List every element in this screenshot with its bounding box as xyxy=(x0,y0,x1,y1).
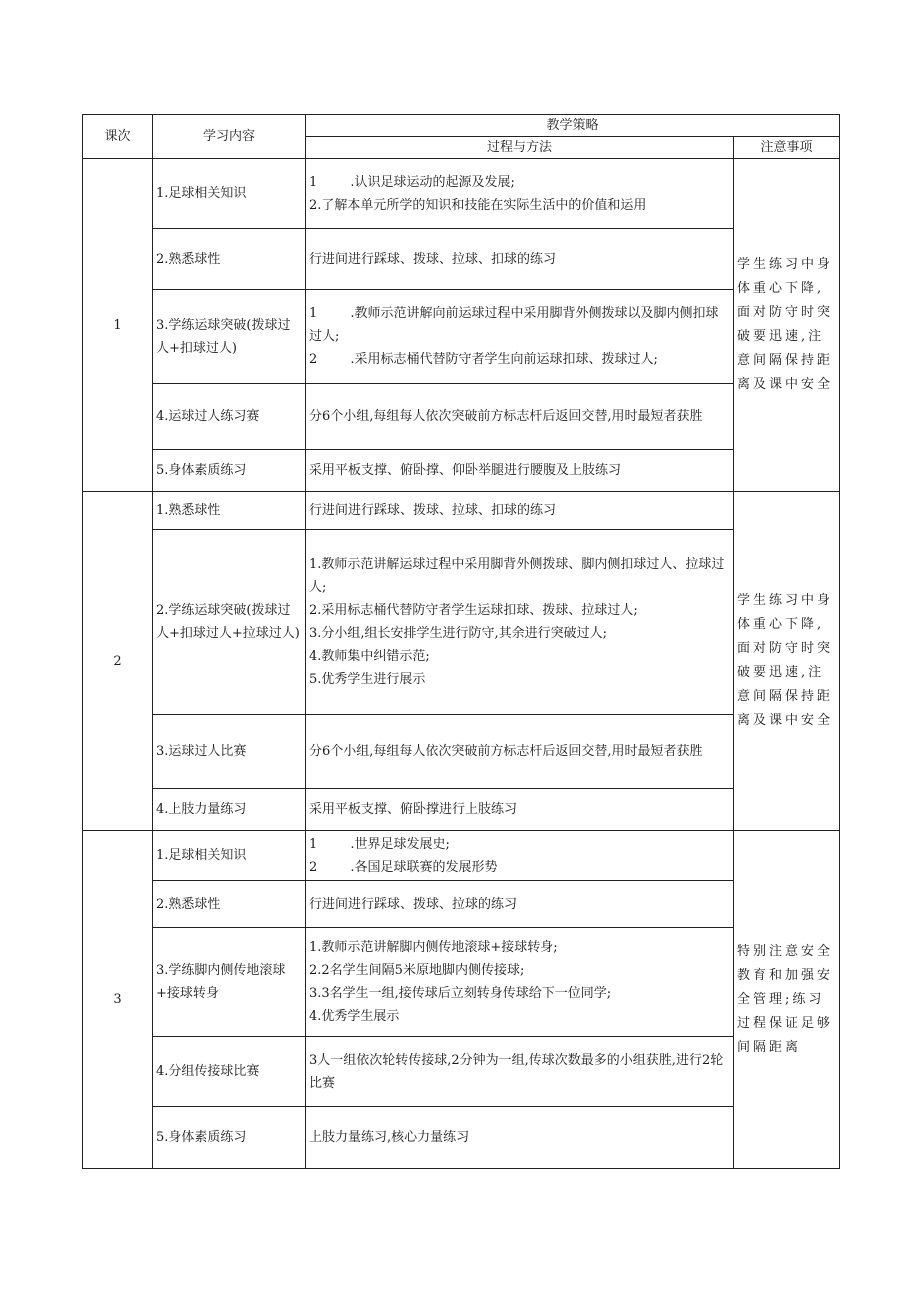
process-method xyxy=(306,789,734,831)
process-step: 采用平板支撑、俯卧撑进行上肢练习 xyxy=(309,802,518,817)
lesson-2-row xyxy=(83,492,840,530)
process-step: 上肢力量练习,核心力量练习 xyxy=(309,1130,470,1145)
learning-content: 1.足球相关知识 xyxy=(153,831,306,881)
learning-content: 4.运球过人练习赛 xyxy=(153,384,306,450)
lesson-number: 1 xyxy=(83,159,153,492)
learning-content: 2.熟悉球性 xyxy=(153,881,306,928)
process-step: 分6个小组,每组每人依次突破前方标志杆后返回交替,用时最短者获胜 xyxy=(309,409,703,424)
process-method xyxy=(306,290,734,384)
learning-content: 2.学练运球突破(拨球过人+扣球过人+拉球过人) xyxy=(153,530,306,715)
learning-content: 3.学练脚内侧传地滚球+接球转身 xyxy=(153,928,306,1037)
process-method xyxy=(306,1107,734,1169)
lesson-number: 2 xyxy=(83,492,153,831)
lesson-3-row xyxy=(83,928,840,1037)
lesson-2-row xyxy=(83,715,840,789)
learning-content: 4.分组传接球比赛 xyxy=(153,1037,306,1107)
process-method xyxy=(306,530,734,715)
process-method xyxy=(306,1037,734,1107)
safety-note: 学生练习中身体重心下降,面对防守时突破要迅速,注意间隔保持距离及课中安全 xyxy=(734,492,840,831)
process-step: 2 .采用标志桶代替防守者学生向前运球扣球、拨球过人; xyxy=(309,352,658,367)
lesson-1-row xyxy=(83,159,840,229)
process-method xyxy=(306,229,734,290)
process-method xyxy=(306,159,734,229)
header-strategy: 教学策略 xyxy=(306,115,840,137)
safety-note: 特别注意安全教育和加强安全管理;练习过程保证足够间隔距离 xyxy=(734,831,840,1169)
process-step: 1 .认识足球运动的起源及发展; xyxy=(309,174,515,190)
process-step: 2.采用标志桶代替防守者学生运球扣球、拨球、拉球过人; xyxy=(309,603,638,618)
process-step: 5.优秀学生进行展示 xyxy=(309,672,426,687)
process-method xyxy=(306,715,734,789)
learning-content: 1.足球相关知识 xyxy=(153,159,306,229)
lesson-2-row xyxy=(83,530,840,715)
header-notes: 注意事项 xyxy=(734,137,840,159)
process-step: 4.教师集中纠错示范; xyxy=(309,649,430,664)
lesson-1-row xyxy=(83,384,840,450)
process-step: 1.教师示范讲解运球过程中采用脚背外侧拨球、脚内侧扣球过人、拉球过人; xyxy=(309,557,725,595)
process-step: 行进间进行踩球、拨球、拉球的练习 xyxy=(309,896,518,912)
lesson-1-row xyxy=(83,229,840,290)
process-step: 1 .世界足球发展史; xyxy=(309,836,450,852)
teaching-plan-table xyxy=(82,114,840,1169)
lesson-1-row xyxy=(83,450,840,492)
process-step: 行进间进行踩球、拨球、拉球、扣球的练习 xyxy=(309,503,557,518)
process-step: 4.优秀学生展示 xyxy=(309,1009,400,1024)
process-step: 行进间进行踩球、拨球、拉球、扣球的练习 xyxy=(309,251,557,267)
process-step: 2 .各国足球联赛的发展形势 xyxy=(309,859,498,875)
process-method xyxy=(306,384,734,450)
header-lesson: 课次 xyxy=(83,115,153,159)
lesson-1-row xyxy=(83,290,840,384)
process-step: 2.2名学生间隔5米原地脚内侧传接球; xyxy=(309,963,525,978)
lesson-3-row xyxy=(83,1037,840,1107)
process-step: 分6个小组,每组每人依次突破前方标志杆后返回交替,用时最短者获胜 xyxy=(309,744,703,759)
process-step: 1.教师示范讲解脚内侧传地滚球+接球转身; xyxy=(309,940,558,955)
lesson-number: 3 xyxy=(83,831,153,1169)
learning-content: 2.熟悉球性 xyxy=(153,229,306,290)
lesson-3-row xyxy=(83,881,840,928)
safety-note: 学生练习中身体重心下降,面对防守时突破要迅速,注意间隔保持距离及课中安全 xyxy=(734,159,840,492)
process-method xyxy=(306,928,734,1037)
header-process: 过程与方法 xyxy=(306,137,734,159)
learning-content: 4.上肢力量练习 xyxy=(153,789,306,831)
learning-content: 5.身体素质练习 xyxy=(153,1107,306,1169)
process-step: 2.了解本单元所学的知识和技能在实际生活中的价值和运用 xyxy=(309,197,647,213)
process-step: 3人一组依次轮转传接球,2分钟为一组,传球次数最多的小组获胜,进行2轮比赛 xyxy=(309,1052,724,1091)
process-method xyxy=(306,881,734,928)
process-method xyxy=(306,492,734,530)
lesson-3-row xyxy=(83,831,840,881)
process-method xyxy=(306,450,734,492)
process-step: 3.分小组,组长安排学生进行防守,其余进行突破过人; xyxy=(309,626,608,641)
learning-content: 3.学练运球突破(拨球过人+扣球过人) xyxy=(153,290,306,384)
learning-content: 1.熟悉球性 xyxy=(153,492,306,530)
header-content: 学习内容 xyxy=(153,115,306,159)
lesson-3-row xyxy=(83,1107,840,1169)
process-step: 3.3名学生一组,接传球后立刻转身传球给下一位同学; xyxy=(309,986,612,1001)
process-method xyxy=(306,831,734,881)
learning-content: 5.身体素质练习 xyxy=(153,450,306,492)
process-step: 采用平板支撑、俯卧撑、仰卧举腿进行腰腹及上肢练习 xyxy=(309,463,622,478)
learning-content: 3.运球过人比赛 xyxy=(153,715,306,789)
process-step: 1 .教师示范讲解向前运球过程中采用脚背外侧拨球以及脚内侧扣球过人; xyxy=(309,306,719,344)
lesson-2-row xyxy=(83,789,840,831)
